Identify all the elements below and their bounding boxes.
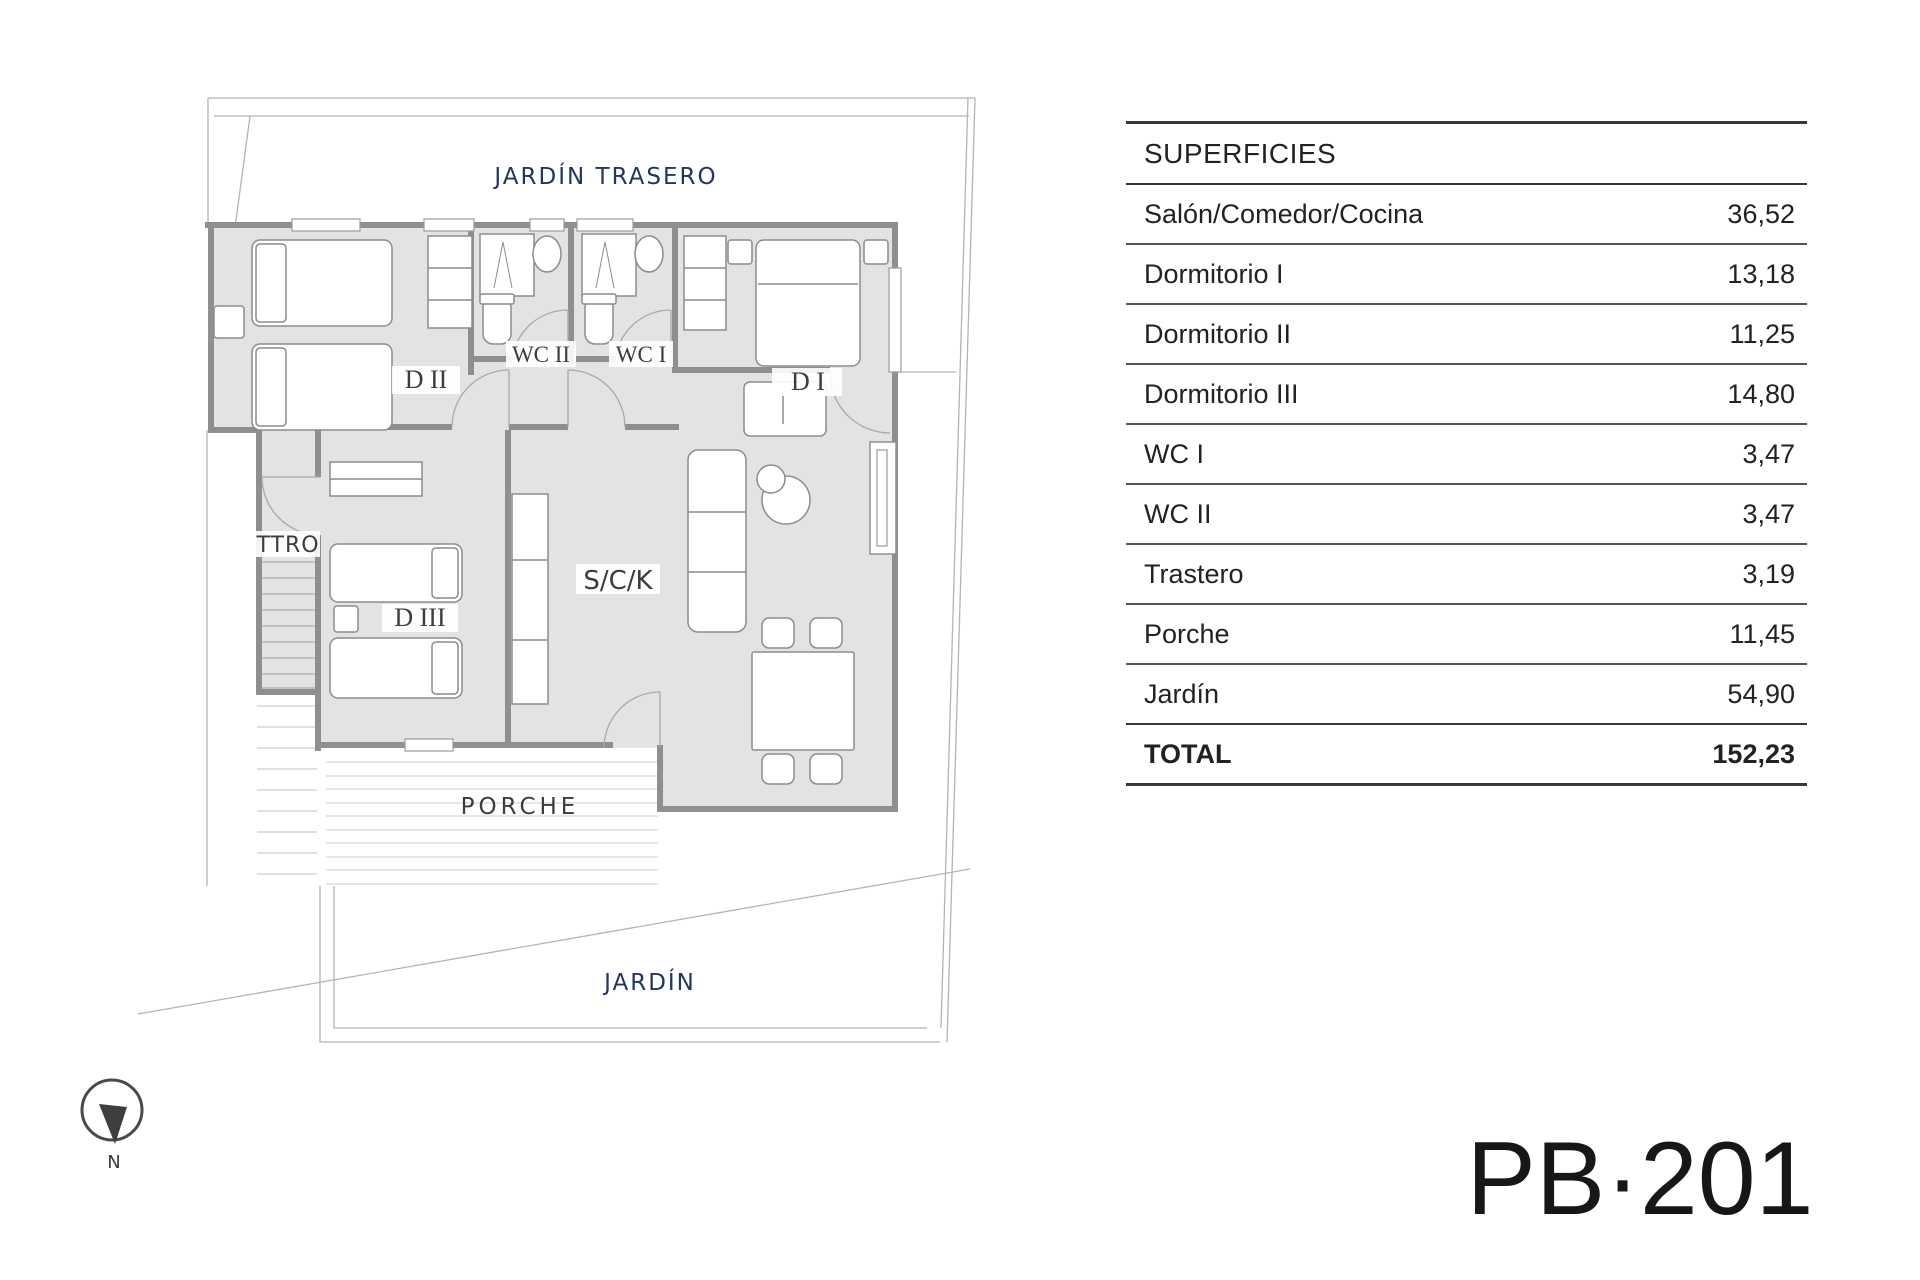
toilet xyxy=(582,294,616,344)
exterior-steps xyxy=(257,706,317,874)
bed xyxy=(252,240,392,326)
surface-row-label: Dormitorio III xyxy=(1144,378,1299,409)
sofa xyxy=(688,450,746,632)
nightstand xyxy=(728,240,752,264)
toilet xyxy=(480,294,514,344)
surface-row-value: 3,47 xyxy=(1742,498,1795,529)
wardrobe xyxy=(428,236,472,328)
surface-row-label: Porche xyxy=(1144,618,1230,649)
sink xyxy=(533,236,561,272)
room-label-sck: S/C/K xyxy=(583,566,653,596)
bed xyxy=(252,344,392,430)
surface-row-value: 3,19 xyxy=(1742,558,1795,589)
wardrobe xyxy=(684,236,726,330)
room-label-d1: D I xyxy=(791,367,825,396)
surface-row-label: Salón/Comedor/Cocina xyxy=(1144,198,1424,229)
room-label-wc2: WC II xyxy=(511,342,571,367)
surface-total-label: TOTAL xyxy=(1144,738,1232,769)
surface-row-label: Trastero xyxy=(1144,558,1244,589)
garden-label: JARDÍN xyxy=(604,970,696,996)
surface-table-title: SUPERFICIES xyxy=(1126,124,1807,185)
surface-table-row xyxy=(1126,365,1807,425)
double-bed xyxy=(756,240,860,366)
surface-table-row xyxy=(1126,485,1807,545)
compass xyxy=(82,1080,142,1173)
room-label-d3: D III xyxy=(394,603,446,632)
surface-table-row xyxy=(1126,425,1807,485)
room-label-ttro: TTRO xyxy=(256,533,320,558)
back-garden-label: JARDÍN TRASERO xyxy=(494,164,718,190)
nightstand xyxy=(214,306,244,338)
bed xyxy=(330,544,462,602)
porch-label: PORCHE xyxy=(460,794,580,820)
tall-window xyxy=(870,442,896,554)
surface-table-row xyxy=(1126,665,1807,725)
surface-row-label: Dormitorio II xyxy=(1144,318,1292,349)
surface-row-value: 3,47 xyxy=(1742,438,1795,469)
surface-table-row xyxy=(1126,245,1807,305)
porch-deck-lines xyxy=(326,762,658,884)
kitchen-counter xyxy=(512,494,548,704)
wardrobe xyxy=(330,462,422,496)
surface-row-value: 13,18 xyxy=(1727,258,1795,289)
surface-row-label: WC II xyxy=(1144,498,1212,529)
sink xyxy=(635,236,663,272)
surface-row-value: 36,52 xyxy=(1727,198,1795,229)
unit-code: PB·201 xyxy=(1466,1121,1814,1237)
surface-table-row xyxy=(1126,185,1807,245)
surface-row-value: 11,45 xyxy=(1729,618,1795,649)
surface-row-label: WC I xyxy=(1144,438,1204,469)
surface-row-value: 54,90 xyxy=(1727,678,1795,709)
surface-table-rows xyxy=(1126,185,1807,725)
room-label-wc1: WC I xyxy=(615,342,667,367)
compass-north-label: N xyxy=(107,1152,121,1173)
room-label-d2: D II xyxy=(404,365,448,394)
shower xyxy=(582,234,636,296)
surface-table-row xyxy=(1126,305,1807,365)
surface-table-row xyxy=(1126,545,1807,605)
nightstand xyxy=(864,240,888,264)
surface-row-value: 11,25 xyxy=(1729,318,1795,349)
surface-table-row xyxy=(1126,605,1807,665)
shower xyxy=(480,234,534,296)
surface-row-label: Dormitorio I xyxy=(1144,258,1284,289)
surface-total-value: 152,23 xyxy=(1712,738,1795,769)
surface-table-total-row xyxy=(1126,725,1807,786)
surface-row-value: 14,80 xyxy=(1727,378,1795,409)
surface-row-label: Jardín xyxy=(1144,678,1220,709)
bed xyxy=(330,638,462,698)
surface-table xyxy=(1126,121,1807,786)
nightstand xyxy=(334,606,358,632)
